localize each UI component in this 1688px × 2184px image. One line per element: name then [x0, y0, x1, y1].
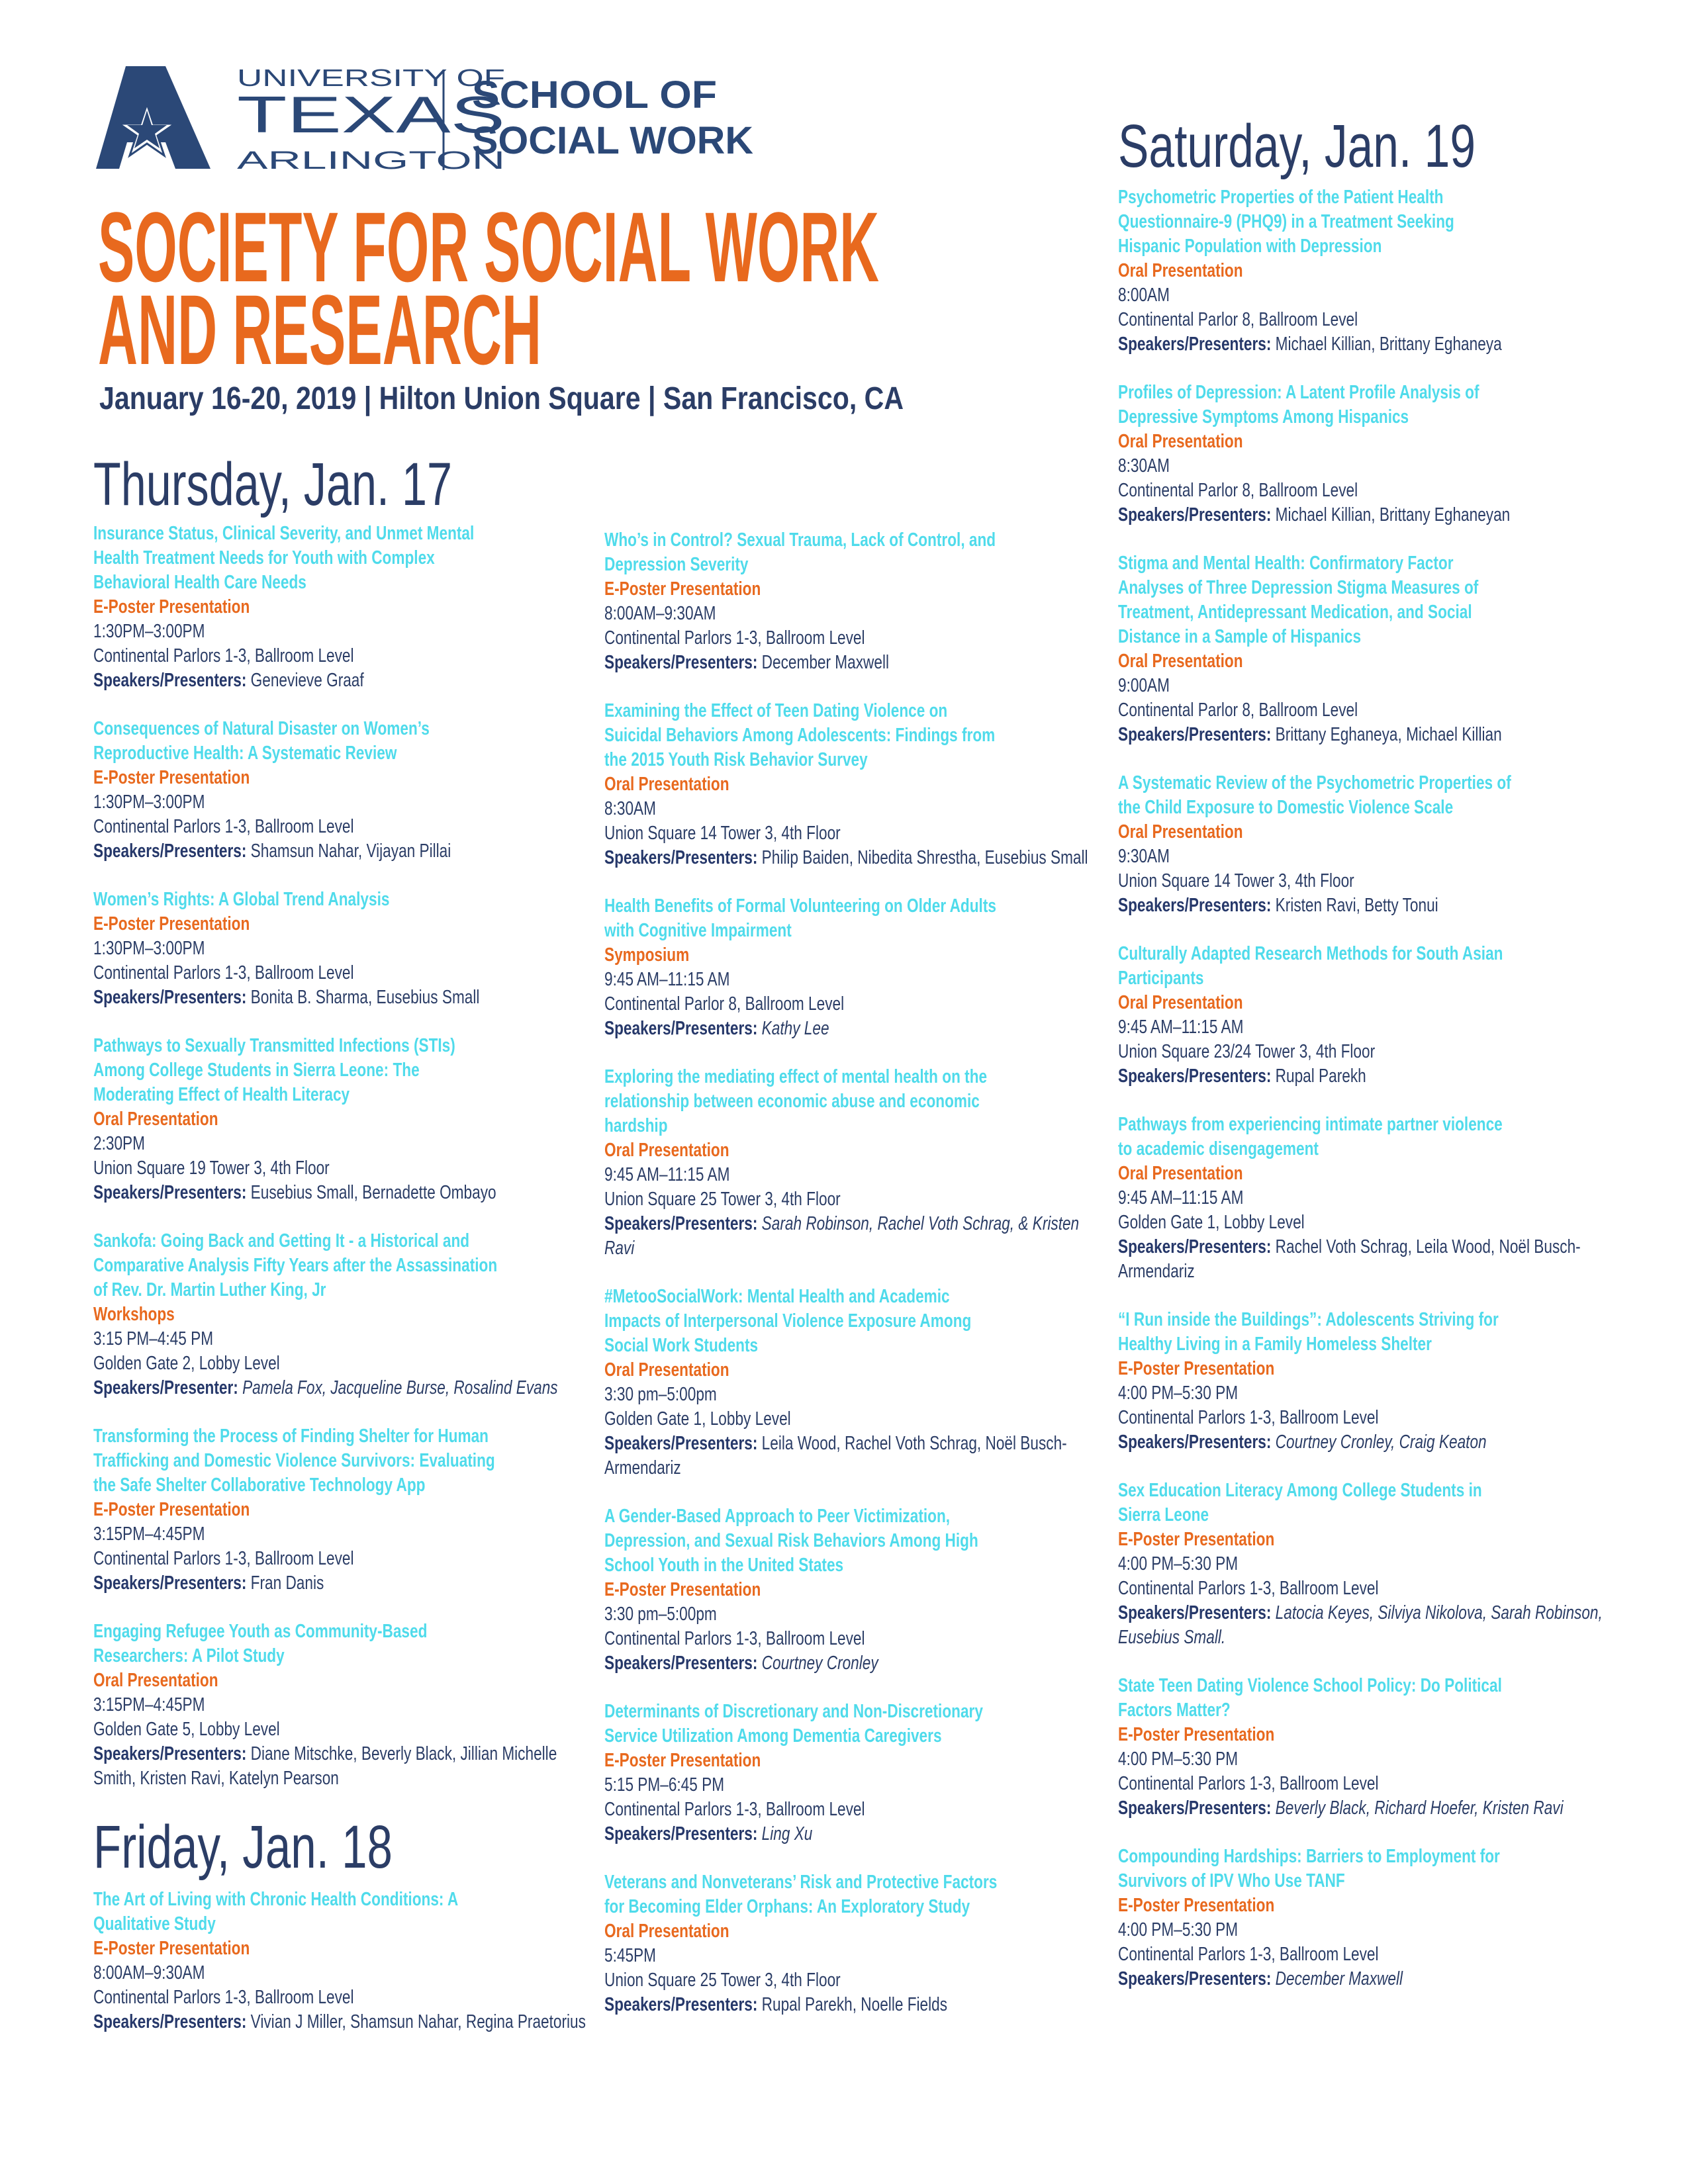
session-entry [1118, 185, 1611, 357]
speakers-names: Courtney Cronley [761, 1653, 878, 1674]
session-time: 9:00AM [1118, 675, 1170, 696]
session-entry [93, 887, 586, 1010]
session-time: 3:30 pm–5:00pm [604, 1604, 717, 1625]
speakers-label: Speakers/Presenters: [604, 1653, 758, 1674]
speakers-names: Pamela Fox, Jacqueline Burse, Rosalind Evans [242, 1377, 558, 1398]
session-location: Continental Parlors 1-3, Ballroom Level [1118, 1578, 1379, 1599]
session-title: A Systematic Review of the Psychometric Properties of the Child Exposure to Domestic Violence Scale [1118, 772, 1511, 818]
session-type: Oral Presentation [1118, 431, 1243, 452]
session-speakers [1118, 1601, 1611, 1650]
session-entry [1118, 1479, 1611, 1650]
session-time: 8:30AM [1118, 455, 1170, 477]
session-speakers [1118, 1967, 1611, 1991]
session-entry [93, 1619, 586, 1791]
session-time: 8:00AM [1118, 285, 1170, 306]
session-entry [604, 528, 1098, 675]
friday-sessions-part-1 [93, 1888, 586, 2034]
session-entry [1118, 1844, 1611, 1991]
session-title: Women’s Rights: A Global Trend Analysis [93, 889, 390, 910]
session-time: 9:45 AM–11:15 AM [604, 1164, 730, 1185]
session-entry [604, 894, 1098, 1041]
session-time: 3:15PM–4:45PM [93, 1694, 205, 1715]
session-location: Continental Parlors 1-3, Ballroom Level [604, 1628, 865, 1649]
session-title: Transforming the Process of Finding Shelter for Human Trafficking and Domestic Violence Survivors: Evaluating the Safe Shelter Collaborative Technology App [93, 1426, 495, 1496]
speakers-names: Kristen Ravi, Betty Tonui [1275, 895, 1438, 916]
session-title: Pathways to Sexually Transmitted Infections (STIs) Among College Students in Sierra Leone: The Moderating Effect of Health Literacy [93, 1035, 455, 1105]
session-speakers [604, 1651, 1098, 1676]
speakers-label: Speakers/Presenters: [604, 847, 758, 868]
session-speakers [1118, 893, 1611, 918]
session-type: Oral Presentation [1118, 1163, 1243, 1184]
event-subtitle: January 16-20, 2019 | Hilton Union Square | San Francisco, CA [99, 381, 904, 416]
session-time: 3:15PM–4:45PM [93, 1524, 205, 1545]
session-entry [604, 1504, 1098, 1676]
session-entry [93, 1034, 586, 1205]
session-type: E-Poster Presentation [93, 1938, 250, 1959]
session-type: E-Poster Presentation [1118, 1529, 1275, 1550]
speakers-names: December Maxwell [761, 652, 889, 673]
session-time: 5:15 PM–6:45 PM [604, 1774, 725, 1796]
logo-university-of: UNIVERSITY OF [237, 64, 505, 91]
session-speakers [604, 846, 1098, 870]
session-location: Continental Parlor 8, Ballroom Level [604, 993, 845, 1015]
day-heading-saturday: Saturday, Jan. 19 [1118, 113, 1476, 180]
session-title: Sankofa: Going Back and Getting It - a Historical and Comparative Analysis Fifty Years after the Assassination of Rev. Dr. Martin Luther King, Jr [93, 1230, 498, 1300]
session-speakers [1118, 723, 1611, 747]
speakers-label: Speakers/Presenters: [1118, 1968, 1272, 1989]
session-location: Continental Parlors 1-3, Ballroom Level [604, 1799, 865, 1820]
speakers-label: Speakers/Presenters: [1118, 334, 1272, 355]
session-entry [93, 522, 586, 693]
session-entry [1118, 1113, 1611, 1284]
session-time: 9:45 AM–11:15 AM [1118, 1017, 1244, 1038]
session-location: Continental Parlors 1-3, Ballroom Level [1118, 1944, 1379, 1965]
speakers-names: Brittany Eghaneya, Michael Killian [1275, 724, 1502, 745]
session-type: E-Poster Presentation [1118, 1895, 1275, 1916]
session-speakers [1118, 332, 1611, 357]
session-type: Oral Presentation [1118, 260, 1243, 281]
speakers-label: Speakers/Presenters: [604, 1433, 758, 1454]
speakers-names: Rachel Voth Schrag, Leila Wood, Noël Busch-Armendariz [1118, 1236, 1581, 1282]
speakers-names: Eusebius Small, Bernadette Ombayo [250, 1182, 496, 1203]
session-title: The Art of Living with Chronic Health Conditions: A Qualitative Study [93, 1889, 459, 1934]
session-title: Profiles of Depression: A Latent Profile Analysis of Depressive Symptoms Among Hispanics [1118, 382, 1479, 428]
session-speakers [93, 839, 586, 864]
session-time: 3:15 PM–4:45 PM [93, 1328, 214, 1349]
session-time: 3:30 pm–5:00pm [604, 1384, 717, 1405]
speakers-names: Shamsun Nahar, Vijayan Pillai [250, 841, 451, 862]
session-type: Oral Presentation [604, 1140, 729, 1161]
session-time: 9:30AM [1118, 846, 1170, 867]
session-entry [604, 1065, 1098, 1261]
session-speakers [604, 651, 1098, 675]
session-type: Oral Presentation [604, 774, 729, 795]
session-title: Veterans and Nonveterans’ Risk and Protective Factors for Becoming Elder Orphans: An Exploratory Study [604, 1872, 998, 1917]
session-time: 4:00 PM–5:30 PM [1118, 1749, 1239, 1770]
uta-a-star-icon [96, 66, 211, 169]
session-time: 4:00 PM–5:30 PM [1118, 1383, 1239, 1404]
day-heading-friday-wrap [93, 1815, 586, 1888]
session-entry [93, 1424, 586, 1596]
session-type: Oral Presentation [1118, 821, 1243, 842]
session-title: #MetooSocialWork: Mental Health and Academic Impacts of Interpersonal Violence Exposure Among Social Work Students [604, 1286, 972, 1356]
session-location: Golden Gate 5, Lobby Level [93, 1719, 280, 1740]
session-location: Continental Parlor 8, Ballroom Level [1118, 480, 1358, 501]
logo-texas: TEXAS [237, 85, 505, 144]
session-entry [1118, 1308, 1611, 1455]
session-time: 8:00AM–9:30AM [93, 1962, 205, 1983]
session-location: Continental Parlors 1-3, Ballroom Level [93, 816, 354, 837]
speakers-names: Philip Baiden, Nibedita Shrestha, Eusebius Small [761, 847, 1088, 868]
session-type: E-Poster Presentation [1118, 1358, 1275, 1379]
session-title: Culturally Adapted Research Methods for South Asian Participants [1118, 943, 1503, 989]
session-location: Union Square 25 Tower 3, 4th Floor [604, 1970, 841, 1991]
speakers-names: Kathy Lee [761, 1018, 829, 1039]
logo-school-of: SCHOOL OF [472, 73, 717, 116]
session-type: Oral Presentation [1118, 651, 1243, 672]
session-entry [604, 699, 1098, 870]
session-location: Continental Parlors 1-3, Ballroom Level [1118, 1407, 1379, 1428]
session-type: Oral Presentation [604, 1359, 729, 1381]
session-entry [93, 717, 586, 864]
session-entry [1118, 1674, 1611, 1821]
speakers-label: Speakers/Presenters: [1118, 724, 1272, 745]
speakers-names: Genevieve Graaf [250, 670, 364, 691]
session-time: 9:45 AM–11:15 AM [1118, 1187, 1244, 1208]
session-type: Oral Presentation [604, 1921, 729, 1942]
uta-school-of-social-work-logo [93, 63, 794, 179]
session-speakers [604, 1822, 1098, 1846]
session-type: E-Poster Presentation [93, 767, 250, 788]
session-title: Pathways from experiencing intimate partner violence to academic disengagement [1118, 1114, 1503, 1160]
session-title: Compounding Hardships: Barriers to Employment for Survivors of IPV Who Use TANF [1118, 1846, 1500, 1891]
speakers-label: Speakers/Presenters: [1118, 1602, 1272, 1623]
day-heading-thursday-wrap [93, 442, 586, 522]
speakers-label: Speakers/Presenters: [604, 1823, 758, 1844]
friday-sessions-part-2 [604, 528, 1098, 2017]
session-speakers [93, 985, 586, 1010]
session-type: Oral Presentation [1118, 992, 1243, 1013]
session-type: E-Poster Presentation [1118, 1724, 1275, 1745]
session-speakers [1118, 1430, 1611, 1455]
session-type: E-Poster Presentation [604, 578, 761, 600]
speakers-label: Speakers/Presenters: [1118, 1797, 1272, 1819]
session-title: Stigma and Mental Health: Confirmatory Factor Analyses of Three Depression Stigma Measures of Treatment, Antidepressant Medication, and Social Distance in a Sample of Hispanics [1118, 553, 1479, 647]
speakers-label: Speakers/Presenters: [93, 1572, 247, 1594]
speakers-label: Speakers/Presenters: [1118, 1236, 1272, 1257]
session-title: Examining the Effect of Teen Dating Violence on Suicidal Behaviors Among Adolescents: Findings from the 2015 Youth Risk Behavior Survey [604, 700, 996, 770]
speakers-label: Speakers/Presenters: [1118, 895, 1272, 916]
session-title: Psychometric Properties of the Patient Health Questionnaire-9 (PHQ9) in a Treatment Seeking Hispanic Population with Depression [1118, 187, 1454, 257]
speakers-names: Rupal Parekh [1275, 1066, 1366, 1087]
speakers-label: Speakers/Presenters: [1118, 1432, 1272, 1453]
speakers-label: Speakers/Presenters: [1118, 1066, 1272, 1087]
speakers-names: Michael Killian, Brittany Eghaneyan [1275, 504, 1511, 525]
session-time: 1:30PM–3:00PM [93, 938, 205, 959]
session-speakers [93, 1571, 586, 1596]
session-title: Determinants of Discretionary and Non-Discretionary Service Utilization Among Dementia Caregivers [604, 1701, 983, 1747]
session-time: 4:00 PM–5:30 PM [1118, 1553, 1239, 1574]
day-heading-saturday-wrap [1118, 106, 1611, 185]
session-speakers [1118, 1796, 1611, 1821]
session-speakers [93, 1376, 586, 1400]
session-time: 4:00 PM–5:30 PM [1118, 1919, 1239, 1940]
session-speakers [604, 1212, 1098, 1261]
speakers-label: Speakers/Presenters: [604, 652, 758, 673]
session-type: Oral Presentation [93, 1109, 218, 1130]
speakers-names: Ling Xu [761, 1823, 813, 1844]
session-speakers [93, 1181, 586, 1205]
session-title: Who’s in Control? Sexual Trauma, Lack of Control, and Depression Severity [604, 529, 996, 575]
speakers-names: Fran Danis [250, 1572, 324, 1594]
session-location: Golden Gate 2, Lobby Level [93, 1353, 280, 1374]
speakers-names: Diane Mitschke, Beverly Black, Jillian Michelle Smith, Kristen Ravi, Katelyn Pearson [93, 1743, 557, 1789]
speakers-names: Vivian J Miller, Shamsun Nahar, Regina Praetorius [250, 2011, 586, 2032]
session-time: 2:30PM [93, 1133, 145, 1154]
speakers-label: Speakers/Presenters: [604, 1018, 758, 1039]
session-time: 1:30PM–3:00PM [93, 792, 205, 813]
session-entry [93, 1888, 586, 2034]
session-speakers [93, 2010, 586, 2034]
session-location: Continental Parlors 1-3, Ballroom Level [93, 1987, 354, 2008]
speakers-label: Speakers/Presenters: [93, 670, 247, 691]
session-speakers [93, 668, 586, 693]
day-heading-thursday: Thursday, Jan. 17 [93, 451, 452, 518]
column-1 [93, 442, 586, 2058]
session-type: E-Poster Presentation [93, 596, 250, 617]
session-type: E-Poster Presentation [604, 1579, 761, 1600]
session-title: Consequences of Natural Disaster on Women’s Reproductive Health: A Systematic Review [93, 718, 430, 764]
speakers-label: Speakers/Presenters: [1118, 504, 1272, 525]
speakers-names: December Maxwell [1275, 1968, 1403, 1989]
speakers-names: Leila Wood, Rachel Voth Schrag, Noël Busch-Armendariz [604, 1433, 1067, 1479]
session-location: Union Square 25 Tower 3, 4th Floor [604, 1189, 841, 1210]
event-title-line1: SOCIETY FOR SOCIAL WORK [98, 191, 879, 302]
session-entry [93, 1229, 586, 1400]
speakers-label: Speakers/Presenters: [93, 1182, 247, 1203]
session-speakers [1118, 1064, 1611, 1089]
session-title: “I Run inside the Buildings”: Adolescents Striving for Healthy Living in a Family Homeless Shelter [1118, 1309, 1499, 1355]
column-2 [604, 528, 1098, 2041]
speakers-names: Michael Killian, Brittany Eghaneya [1275, 334, 1502, 355]
speakers-label: Speakers/Presenters: [93, 1743, 247, 1764]
session-entry [604, 1285, 1098, 1480]
session-entry [604, 1870, 1098, 2017]
session-location: Continental Parlors 1-3, Ballroom Level [93, 1548, 354, 1569]
session-entry [1118, 771, 1611, 918]
session-title: Engaging Refugee Youth as Community-Based Researchers: A Pilot Study [93, 1621, 428, 1666]
session-location: Continental Parlor 8, Ballroom Level [1118, 700, 1358, 721]
column-3 [1118, 106, 1611, 2015]
session-time: 9:45 AM–11:15 AM [604, 969, 730, 990]
session-speakers [93, 1742, 586, 1791]
speakers-label: Speakers/Presenters: [604, 1213, 758, 1234]
day-heading-friday: Friday, Jan. 18 [93, 1815, 393, 1881]
session-location: Continental Parlor 8, Ballroom Level [1118, 309, 1358, 330]
session-type: E-Poster Presentation [93, 913, 250, 934]
speakers-label: Speakers/Presenter: [93, 1377, 238, 1398]
session-time: 5:45PM [604, 1945, 656, 1966]
session-location: Union Square 14 Tower 3, 4th Floor [604, 823, 841, 844]
session-type: E-Poster Presentation [604, 1750, 761, 1771]
session-location: Union Square 14 Tower 3, 4th Floor [1118, 870, 1354, 891]
speakers-label: Speakers/Presenters: [604, 1994, 758, 2015]
speakers-label: Speakers/Presenters: [93, 2011, 247, 2032]
session-entry [1118, 942, 1611, 1089]
speakers-names: Latocia Keyes, Silviya Nikolova, Sarah Robinson, Eusebius Small. [1118, 1602, 1603, 1648]
event-title-line2: AND RESEARCH [98, 274, 541, 385]
thursday-sessions [93, 522, 586, 1791]
logo-arlington: ARLINGTON [237, 147, 505, 175]
speakers-names: Sarah Robinson, Rachel Voth Schrag, & Kristen Ravi [604, 1213, 1080, 1259]
session-location: Continental Parlors 1-3, Ballroom Level [93, 962, 354, 983]
saturday-sessions [1118, 185, 1611, 1991]
session-type: Oral Presentation [93, 1670, 218, 1691]
session-location: Continental Parlors 1-3, Ballroom Level [604, 627, 865, 649]
speakers-names: Rupal Parekh, Noelle Fields [761, 1994, 948, 2015]
session-type: Symposium [604, 944, 690, 966]
session-speakers [604, 1432, 1098, 1480]
session-location: Continental Parlors 1-3, Ballroom Level [93, 645, 354, 666]
session-title: Sex Education Literacy Among College Students in Sierra Leone [1118, 1480, 1482, 1525]
session-speakers [1118, 1235, 1611, 1284]
session-time: 8:00AM–9:30AM [604, 603, 716, 624]
speakers-label: Speakers/Presenters: [93, 841, 247, 862]
speakers-names: Courtney Cronley, Craig Keaton [1275, 1432, 1487, 1453]
session-location: Golden Gate 1, Lobby Level [1118, 1212, 1305, 1233]
session-title: Health Benefits of Formal Volunteering on Older Adults with Cognitive Impairment [604, 895, 996, 941]
session-speakers [1118, 503, 1611, 527]
session-location: Union Square 19 Tower 3, 4th Floor [93, 1158, 330, 1179]
session-title: A Gender-Based Approach to Peer Victimization, Depression, and Sexual Risk Behaviors Among High School Youth in the United States [604, 1506, 978, 1576]
session-title: State Teen Dating Violence School Policy: Do Political Factors Matter? [1118, 1675, 1502, 1721]
session-time: 1:30PM–3:00PM [93, 621, 205, 642]
session-location: Continental Parlors 1-3, Ballroom Level [1118, 1773, 1379, 1794]
session-entry [1118, 551, 1611, 747]
session-type: Workshops [93, 1304, 175, 1325]
speakers-label: Speakers/Presenters: [93, 987, 247, 1008]
session-type: E-Poster Presentation [93, 1499, 250, 1520]
session-entry [1118, 381, 1611, 527]
speakers-names: Bonita B. Sharma, Eusebius Small [250, 987, 480, 1008]
session-entry [604, 1700, 1098, 1846]
session-title: Exploring the mediating effect of mental health on the relationship between economic abuse and economic hardship [604, 1066, 988, 1136]
session-time: 8:30AM [604, 798, 656, 819]
session-title: Insurance Status, Clinical Severity, and Unmet Mental Health Treatment Needs for Youth with Complex Behavioral Health Care Needs [93, 523, 475, 593]
session-location: Union Square 23/24 Tower 3, 4th Floor [1118, 1041, 1376, 1062]
session-speakers [604, 1993, 1098, 2017]
speakers-names: Beverly Black, Richard Hoefer, Kristen Ravi [1275, 1797, 1564, 1819]
session-location: Golden Gate 1, Lobby Level [604, 1408, 791, 1430]
session-speakers [604, 1017, 1098, 1041]
logo-social-work: SOCIAL WORK [472, 119, 754, 162]
